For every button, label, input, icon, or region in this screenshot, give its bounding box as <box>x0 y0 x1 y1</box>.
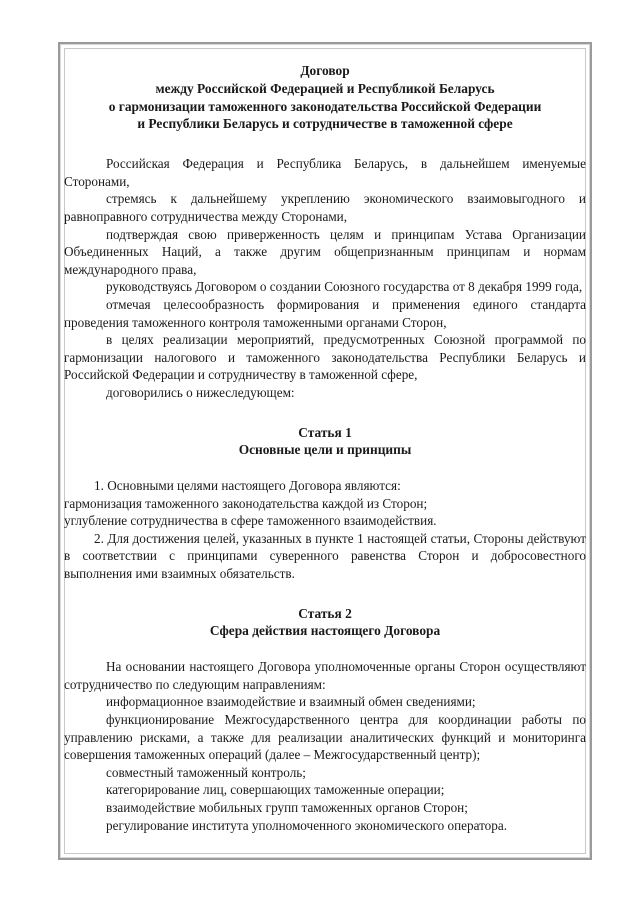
title-line: Договор <box>300 63 350 78</box>
article-1-paragraph: 1. Основными целями настоящего Договора являются: <box>94 478 401 494</box>
preamble-paragraph: подтверждая свою приверженность целям и принципам Устава Организации Объединенных Наций, а также другим общепризнанным принципам и нормам международного права, <box>64 226 586 277</box>
article-title: Сфера действия настоящего Договора <box>209 623 441 639</box>
title-line: между Российской Федерацией и Республикой Беларусь <box>155 80 495 96</box>
article-2-heading <box>64 605 586 641</box>
article-1-paragraph: углубление сотрудничества в сфере таможенного взаимодействия. <box>64 513 437 529</box>
preamble-paragraph: отмечая целесообразность формирования и применения единого стандарта проведения таможенного контроля таможенными органами Сторон, <box>64 296 586 330</box>
article-2-paragraph: функционирование Межгосударственного центра для координации работы по управлению рисками, а также для реализации аналитических функций и мониторинга совершения таможенных операций (далее – Межгосударственный центр); <box>64 712 586 763</box>
article-2-paragraph: категорирование лиц, совершающих таможенные операции; <box>106 782 445 798</box>
preamble-paragraph: в целях реализации мероприятий, предусмотренных Союзной программой по гармонизации налогового и таможенного законодательства Республики Беларусь и Российской Федерации и сотрудничеству в таможенной сфере, <box>64 332 586 383</box>
article-1-paragraph: 2. Для достижения целей, указанных в пункте 1 настоящей статьи, Стороны действуют в соответствии с принципами суверенного равенства Сторон и добросовестного выполнения ими взаимных обязательств. <box>64 530 586 582</box>
article-2-paragraph: совместный таможенный контроль; <box>106 764 306 780</box>
document-title <box>64 62 586 133</box>
article-1-heading <box>64 424 586 460</box>
article-1-paragraph: гармонизация таможенного законодательства каждой из Сторон; <box>64 495 428 511</box>
article-number: Статья 1 <box>298 424 352 440</box>
document-body <box>64 62 586 834</box>
article-2-paragraph: На основании настоящего Договора уполномоченные органы Сторон осуществляют сотрудничество по следующим направлениям: <box>64 659 586 692</box>
article-2-paragraph: взаимодействие мобильных групп таможенных органов Сторон; <box>106 800 468 815</box>
article-2-paragraph: регулирование института уполномоченного экономического оператора. <box>106 817 508 833</box>
title-line: и Республики Беларусь и сотрудничестве в таможенной сфере <box>137 116 513 132</box>
preamble-paragraph: договорились о нижеследующем: <box>106 384 295 400</box>
article-title: Основные цели и принципы <box>238 442 412 458</box>
title-line: о гармонизации таможенного законодательства Российской Федерации <box>108 98 542 114</box>
preamble-paragraph: стремясь к дальнейшему укреплению экономического взаимовыгодного и равноправного сотрудничества между Сторонами, <box>64 191 586 224</box>
preamble-paragraph: руководствуясь Договором о создании Союзного государства от 8 декабря 1999 года, <box>106 279 583 295</box>
article-2-paragraph: информационное взаимодействие и взаимный обмен сведениями; <box>106 694 476 710</box>
article-number: Статья 2 <box>298 605 352 621</box>
preamble-paragraph: Российская Федерация и Республика Беларусь, в дальнейшем именуемые Сторонами, <box>64 156 586 189</box>
